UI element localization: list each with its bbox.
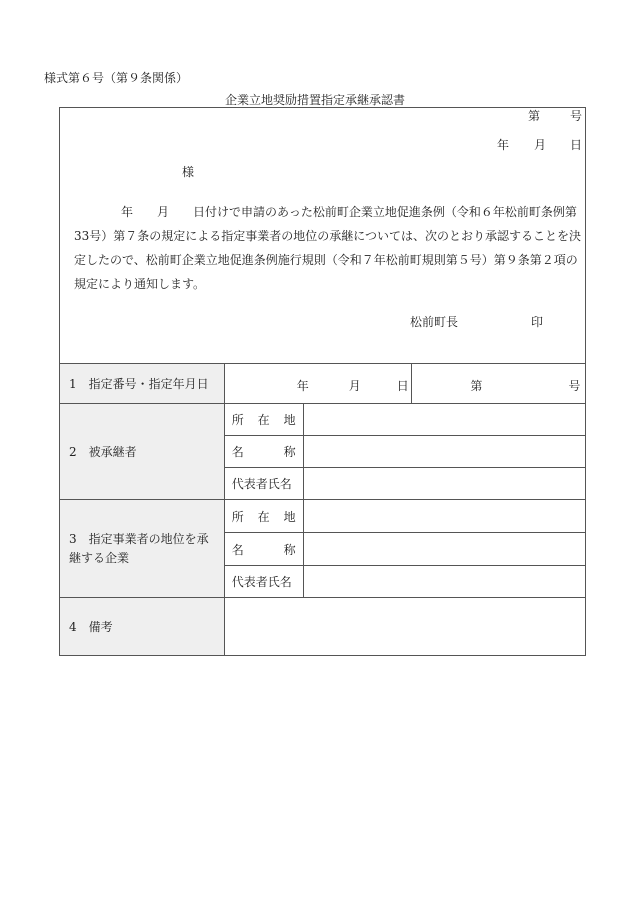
- date-hi: 日: [570, 138, 583, 152]
- body-line-4: 規定により通知します。: [74, 277, 206, 291]
- r3-name-value[interactable]: [303, 533, 585, 566]
- r2-rep-value[interactable]: [303, 468, 585, 500]
- r2-name-1: 名: [231, 445, 244, 459]
- row4-label: 4 備考: [60, 598, 225, 656]
- row-remarks: [60, 598, 586, 656]
- r2-location-value[interactable]: [303, 404, 585, 436]
- body-line-1: 年 月 日付けで申請のあった松前町企業立地促進条例（令和６年松前町条例第: [121, 205, 577, 219]
- ref-go: 号: [570, 109, 583, 123]
- r3-rep-label: 代表者氏名: [224, 566, 303, 598]
- r2-name-2: 称: [283, 445, 296, 459]
- r2-loc-3: 地: [283, 413, 296, 427]
- row-predecessor-location: [60, 404, 586, 436]
- r2-loc-1: 所: [231, 413, 244, 427]
- row2-label: 2 被承継者: [60, 404, 225, 500]
- r3-name-label-cell: [224, 533, 303, 566]
- document-title: 企業立地奨励措置指定承継承認書: [224, 93, 405, 107]
- seal-mark: 印: [531, 315, 544, 329]
- r1-tsuki: 月: [348, 378, 361, 393]
- row-designation: [60, 364, 586, 404]
- body-line-3: 定したので、松前町企業立地促進条例施行規則（令和７年松前町規則第５号）第９条第２項の: [74, 253, 578, 267]
- row1-label: 1 指定番号・指定年月日: [60, 364, 225, 404]
- r1-go: 号: [568, 378, 581, 393]
- remarks-value[interactable]: [224, 598, 585, 656]
- addressee-sama: 様: [182, 165, 195, 179]
- r3-location-value[interactable]: [303, 500, 585, 533]
- r3-name-2: 称: [283, 542, 296, 557]
- r1-hi: 日: [396, 378, 409, 393]
- row-successor-location: [60, 500, 586, 533]
- r2-name-value[interactable]: [303, 436, 585, 468]
- designation-date-cell: [224, 364, 412, 404]
- designation-number-cell: [412, 364, 586, 404]
- r3-rep-value[interactable]: [303, 566, 585, 598]
- signer-title: 松前町長: [410, 315, 459, 329]
- detail-table: [59, 363, 586, 656]
- r2-location-label-cell: [224, 404, 303, 436]
- r3-loc-2: 在: [257, 509, 270, 524]
- r3-name-1: 名: [231, 542, 244, 557]
- r2-name-label-cell: [224, 436, 303, 468]
- r1-dai: 第: [470, 378, 483, 393]
- notice-body: [74, 200, 580, 296]
- r2-loc-2: 在: [257, 413, 270, 427]
- r2-rep-label: 代表者氏名: [224, 468, 303, 500]
- date-tsuki: 月: [534, 138, 547, 152]
- r3-location-label-cell: [224, 500, 303, 533]
- form-number-label: 様式第６号（第９条関係）: [44, 71, 189, 85]
- ref-dai: 第: [528, 109, 541, 123]
- date-nen: 年: [497, 138, 510, 152]
- r3-loc-1: 所: [231, 509, 244, 524]
- body-line-2: 33号）第７条の規定による指定事業者の地位の承継については、次のとおり承認することを決: [74, 229, 582, 243]
- r3-loc-3: 地: [283, 509, 296, 524]
- row3-label: 3 指定事業者の地位を承継する企業: [60, 500, 225, 598]
- r1-nen: 年: [296, 378, 309, 393]
